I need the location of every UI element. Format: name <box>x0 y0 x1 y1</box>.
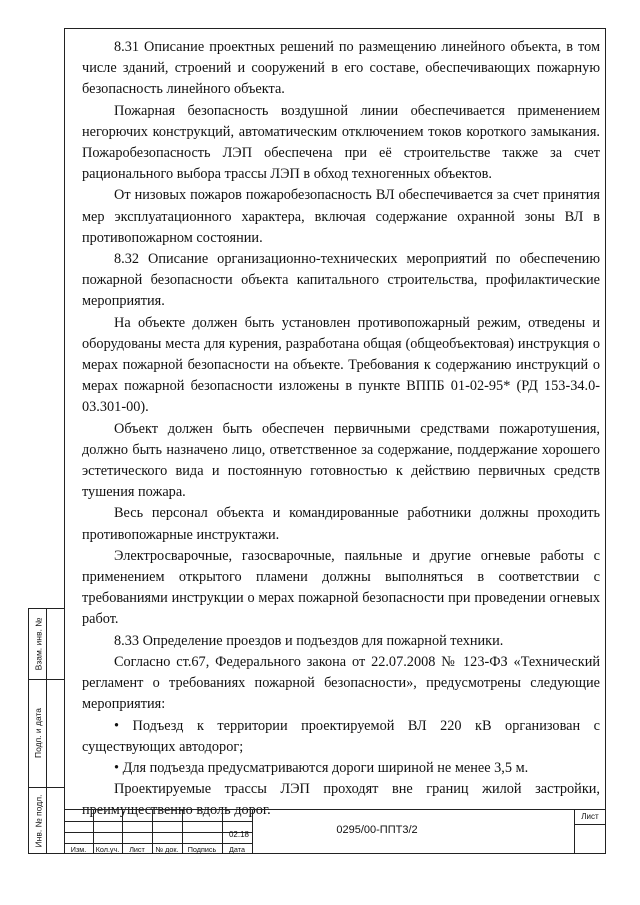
stamp-caption-izm: Изм. <box>70 845 87 854</box>
stamp-caption-list: Лист <box>129 845 145 854</box>
side-label-inv: Инв. № подл. <box>33 794 44 848</box>
paragraph: Объект должен быть обеспечен первичными средствами пожаротушения, должно быть назначено лицо, ответственное за содержание, поддержание хорошего эстетического вида и постоянную готовностью к действию первичных средств тушения пожара. <box>82 420 600 501</box>
paragraph: Проектируемые трассы ЛЭП проходят вне границ жилой застройки, преимущественно вдоль дорог. <box>82 781 600 819</box>
side-label-podp: Подп. и дата <box>33 707 44 759</box>
side-stamp-strip <box>28 608 64 854</box>
paragraph-8-32-heading: 8.32 Описание организационно-технических мероприятий по обеспечению пожарной безопасности объекта капитального строительства, профилактические мероприятия. <box>82 251 600 310</box>
document-code: 0295/00-ППТ3/2 <box>336 824 418 836</box>
paragraph-8-33-heading: 8.33 Определение проездов и подъездов для пожарной техники. <box>114 632 504 649</box>
paragraph: Электросварочные, газосварочные, паяльные и другие огневые работы с применением открытого пламени должны выполняться в соответствии с требованиями инструкции о мерах пожарной безопасности при проведении огневых работ. <box>82 547 600 628</box>
bullet-item: • Для подъезда предусматриваются дороги шириной не менее 3,5 м. <box>114 759 529 776</box>
paragraph: Пожарная безопасность воздушной линии обеспечивается применением негорючих конструкций, автоматическим отключением токов короткого замыкания. Пожаробезопасность ЛЭП обеспечена при её строительстве также за счет рационального выбора трассы ЛЭП в обход техногенных объектов. <box>82 102 600 183</box>
paragraph: Весь персонал объекта и командированные работники должны проходить противопожарные инструктажи. <box>82 505 600 543</box>
paragraph: Согласно ст.67, Федерального закона от 22.07.2008 № 123-ФЗ «Технический регламент о требованиях пожарной безопасности», предусмотрены следующие мероприятия: <box>82 653 600 713</box>
document-body <box>82 37 600 822</box>
paragraph-8-31-heading: 8.31 Описание проектных решений по размещению линейного объекта, в том числе зданий, строений и сооружений в его составе, обеспечивающих пожарную безопасность линейного объекта. <box>82 39 600 98</box>
sheet-label: Лист <box>581 812 599 821</box>
stamp-divider <box>574 824 606 825</box>
stamp-caption-podpis: Подпись <box>187 845 217 854</box>
stamp-caption-kol: Кол.уч. <box>95 845 120 854</box>
side-label-vzam: Взам. инв. № <box>33 617 44 671</box>
title-block <box>64 809 606 854</box>
stamp-date: 02.18 <box>228 830 250 839</box>
bullet-item: • Подъезд к территории проектируемой ВЛ 220 кВ организован с существующих автодорог; <box>82 717 600 755</box>
paragraph: На объекте должен быть установлен противопожарный режим, отведены и оборудованы места для курения, разработана общая (общеобъектовая) инструкция о мерах пожарной безопасности на объекте. Требования к содержанию инструкций о мерах пожарной безопасности изложены в пункте ВППБ 01-02-95* (РД 153-34.0-03.301-00). <box>82 314 600 416</box>
paragraph: От низовых пожаров пожаробезопасность ВЛ обеспечивается за счет принятия мер эксплуатационного характера, включая содержание охранной зоны ВЛ в противопожарном состоянии. <box>82 187 600 246</box>
stamp-caption-data: Дата <box>229 845 245 854</box>
stamp-caption-doc: № док. <box>155 845 179 854</box>
stamp-divider <box>64 821 252 822</box>
